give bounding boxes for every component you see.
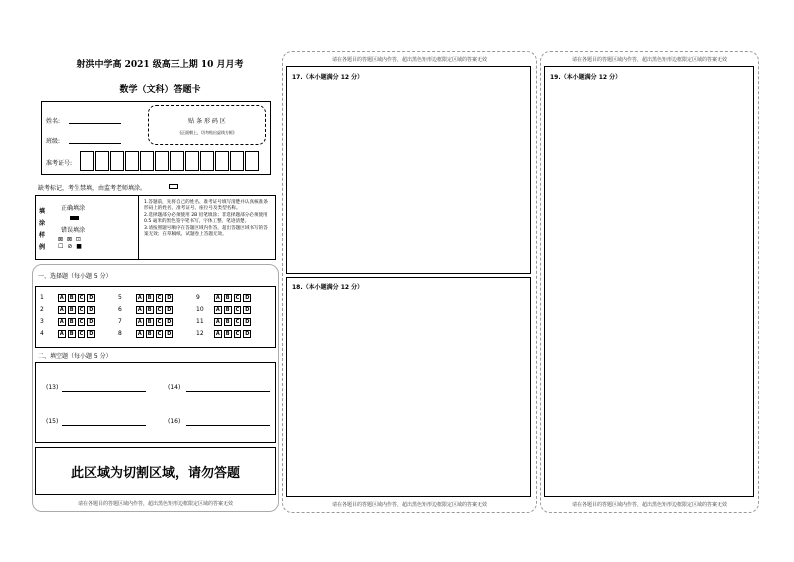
choice-row[interactable]: 11 A B C D	[196, 318, 250, 325]
class-field[interactable]	[69, 136, 121, 144]
choice-grid	[35, 286, 276, 348]
note-item: 1.答题前，先将自己的姓名、准考证号填写清楚并认真核准条形码上的姓名、准考证号、座位号及类型名称。	[144, 200, 268, 212]
fill-answer-14[interactable]	[186, 386, 270, 392]
barcode-note: (正面朝上，切勿贴出虚线方框)	[179, 130, 235, 135]
sample-correct-label: 正确填涂	[61, 205, 86, 212]
q18-label: 18.（本小题满分 12 分）	[292, 284, 364, 291]
name-field[interactable]	[69, 116, 121, 124]
choice-row[interactable]: 12 A B C D	[196, 330, 250, 337]
choice-row[interactable]: 8 A B C D	[118, 330, 172, 337]
fill-grid	[35, 362, 276, 443]
q19-answer-box[interactable]	[544, 66, 754, 497]
wrong-mark-icon: ⊠	[58, 236, 65, 243]
cut-area	[35, 447, 276, 495]
note-item: 3.请按照题号顺序在答题区域内作答，超出答题区域书写的答案无效；在草稿纸、试题卷上答题无效。	[144, 225, 268, 238]
answer-area-note: 请在各题目的答题区域内作答，超出黑色矩形边框限定区域的答案无效	[331, 57, 487, 63]
q17-label: 17.（本小题满分 12 分）	[292, 74, 364, 81]
answer-area-note: 请在各题目的答题区域内作答，超出黑色矩形边框限定区域的答案无效	[571, 57, 727, 63]
choice-row[interactable]: 4 A B C D	[40, 330, 94, 337]
answer-area-note: 请在各题目的答题区域内作答，超出黑色矩形边框限定区域的答案无效	[77, 501, 233, 507]
exam-no-label: 准考证号:	[46, 160, 73, 167]
fill-label: (13)	[46, 384, 59, 391]
barcode-area	[148, 105, 266, 145]
note-item: 2.选择题部分必须使用 2B 铅笔填涂；非选择题部分必须使用 0.5 毫米的黑色签字笔书写，字体工整、笔迹清楚。	[144, 212, 268, 225]
answer-area-note: 请在各题目的答题区域内作答，超出黑色矩形边框限定区域的答案无效	[571, 502, 727, 508]
correct-sample-mark	[70, 216, 79, 220]
choice-heading: 一、选择题（每小题 5 分）	[38, 273, 112, 280]
wrong-mark-icon: ⊡	[75, 236, 82, 243]
choice-row[interactable]: 6 A B C D	[118, 306, 172, 313]
q17-answer-box[interactable]	[286, 66, 531, 274]
fill-answer-16[interactable]	[186, 420, 270, 426]
fill-answer-13[interactable]	[62, 386, 146, 392]
fill-label: (14)	[168, 384, 181, 391]
wrong-mark-icon: ☐	[58, 243, 65, 250]
student-info-box	[41, 101, 271, 175]
answer-area-note: 请在各题目的答题区域内作答，超出黑色矩形边框限定区域的答案无效	[331, 502, 487, 508]
choice-row[interactable]: 10 A B C D	[196, 306, 250, 313]
fill-label: (15)	[46, 418, 59, 425]
wrong-mark-icon: ⊠	[66, 236, 73, 243]
q18-answer-box[interactable]	[286, 277, 531, 497]
name-label: 姓名:	[46, 118, 61, 125]
wrong-mark-icon: ⊘	[67, 243, 74, 250]
wrong-mark-icon: ■	[76, 243, 83, 250]
sample-side-label: 填涂样例	[39, 208, 46, 251]
choice-row[interactable]: 5 A B C D	[118, 294, 172, 301]
cut-area-text: 此区域为切割区域，请勿答题	[70, 466, 240, 481]
barcode-title: 贴 条 形 码 区	[188, 118, 226, 125]
fill-answer-15[interactable]	[62, 420, 146, 426]
wrong-sample-marks	[58, 236, 83, 250]
choice-row[interactable]: 7 A B C D	[118, 318, 172, 325]
instructions-box	[35, 195, 276, 260]
exam-no-grid[interactable]	[80, 151, 268, 171]
absence-note: 缺考标记，考生禁填，由监考老师填涂。	[38, 185, 147, 192]
absence-checkbox[interactable]	[169, 184, 178, 189]
subject-title: 数学（文科）答题卡	[119, 85, 201, 95]
fill-heading: 二、填空题（每小题 5 分）	[38, 353, 112, 360]
choice-row[interactable]: 9 A B C D	[196, 294, 250, 301]
fill-label: (16)	[168, 418, 181, 425]
notes-list	[144, 200, 272, 238]
school-title: 射洪中学高 2021 级高三上期 10 月月考	[76, 60, 244, 70]
divider	[138, 196, 139, 259]
choice-row[interactable]: 2 A B C D	[40, 306, 94, 313]
class-label: 班级:	[46, 138, 61, 145]
q19-label: 19.（本小题满分 12 分）	[550, 74, 622, 81]
choice-row[interactable]: 3 A B C D	[40, 318, 94, 325]
sample-wrong-label: 错误填涂	[61, 227, 86, 234]
choice-row[interactable]: 1 A B C D	[40, 294, 94, 301]
